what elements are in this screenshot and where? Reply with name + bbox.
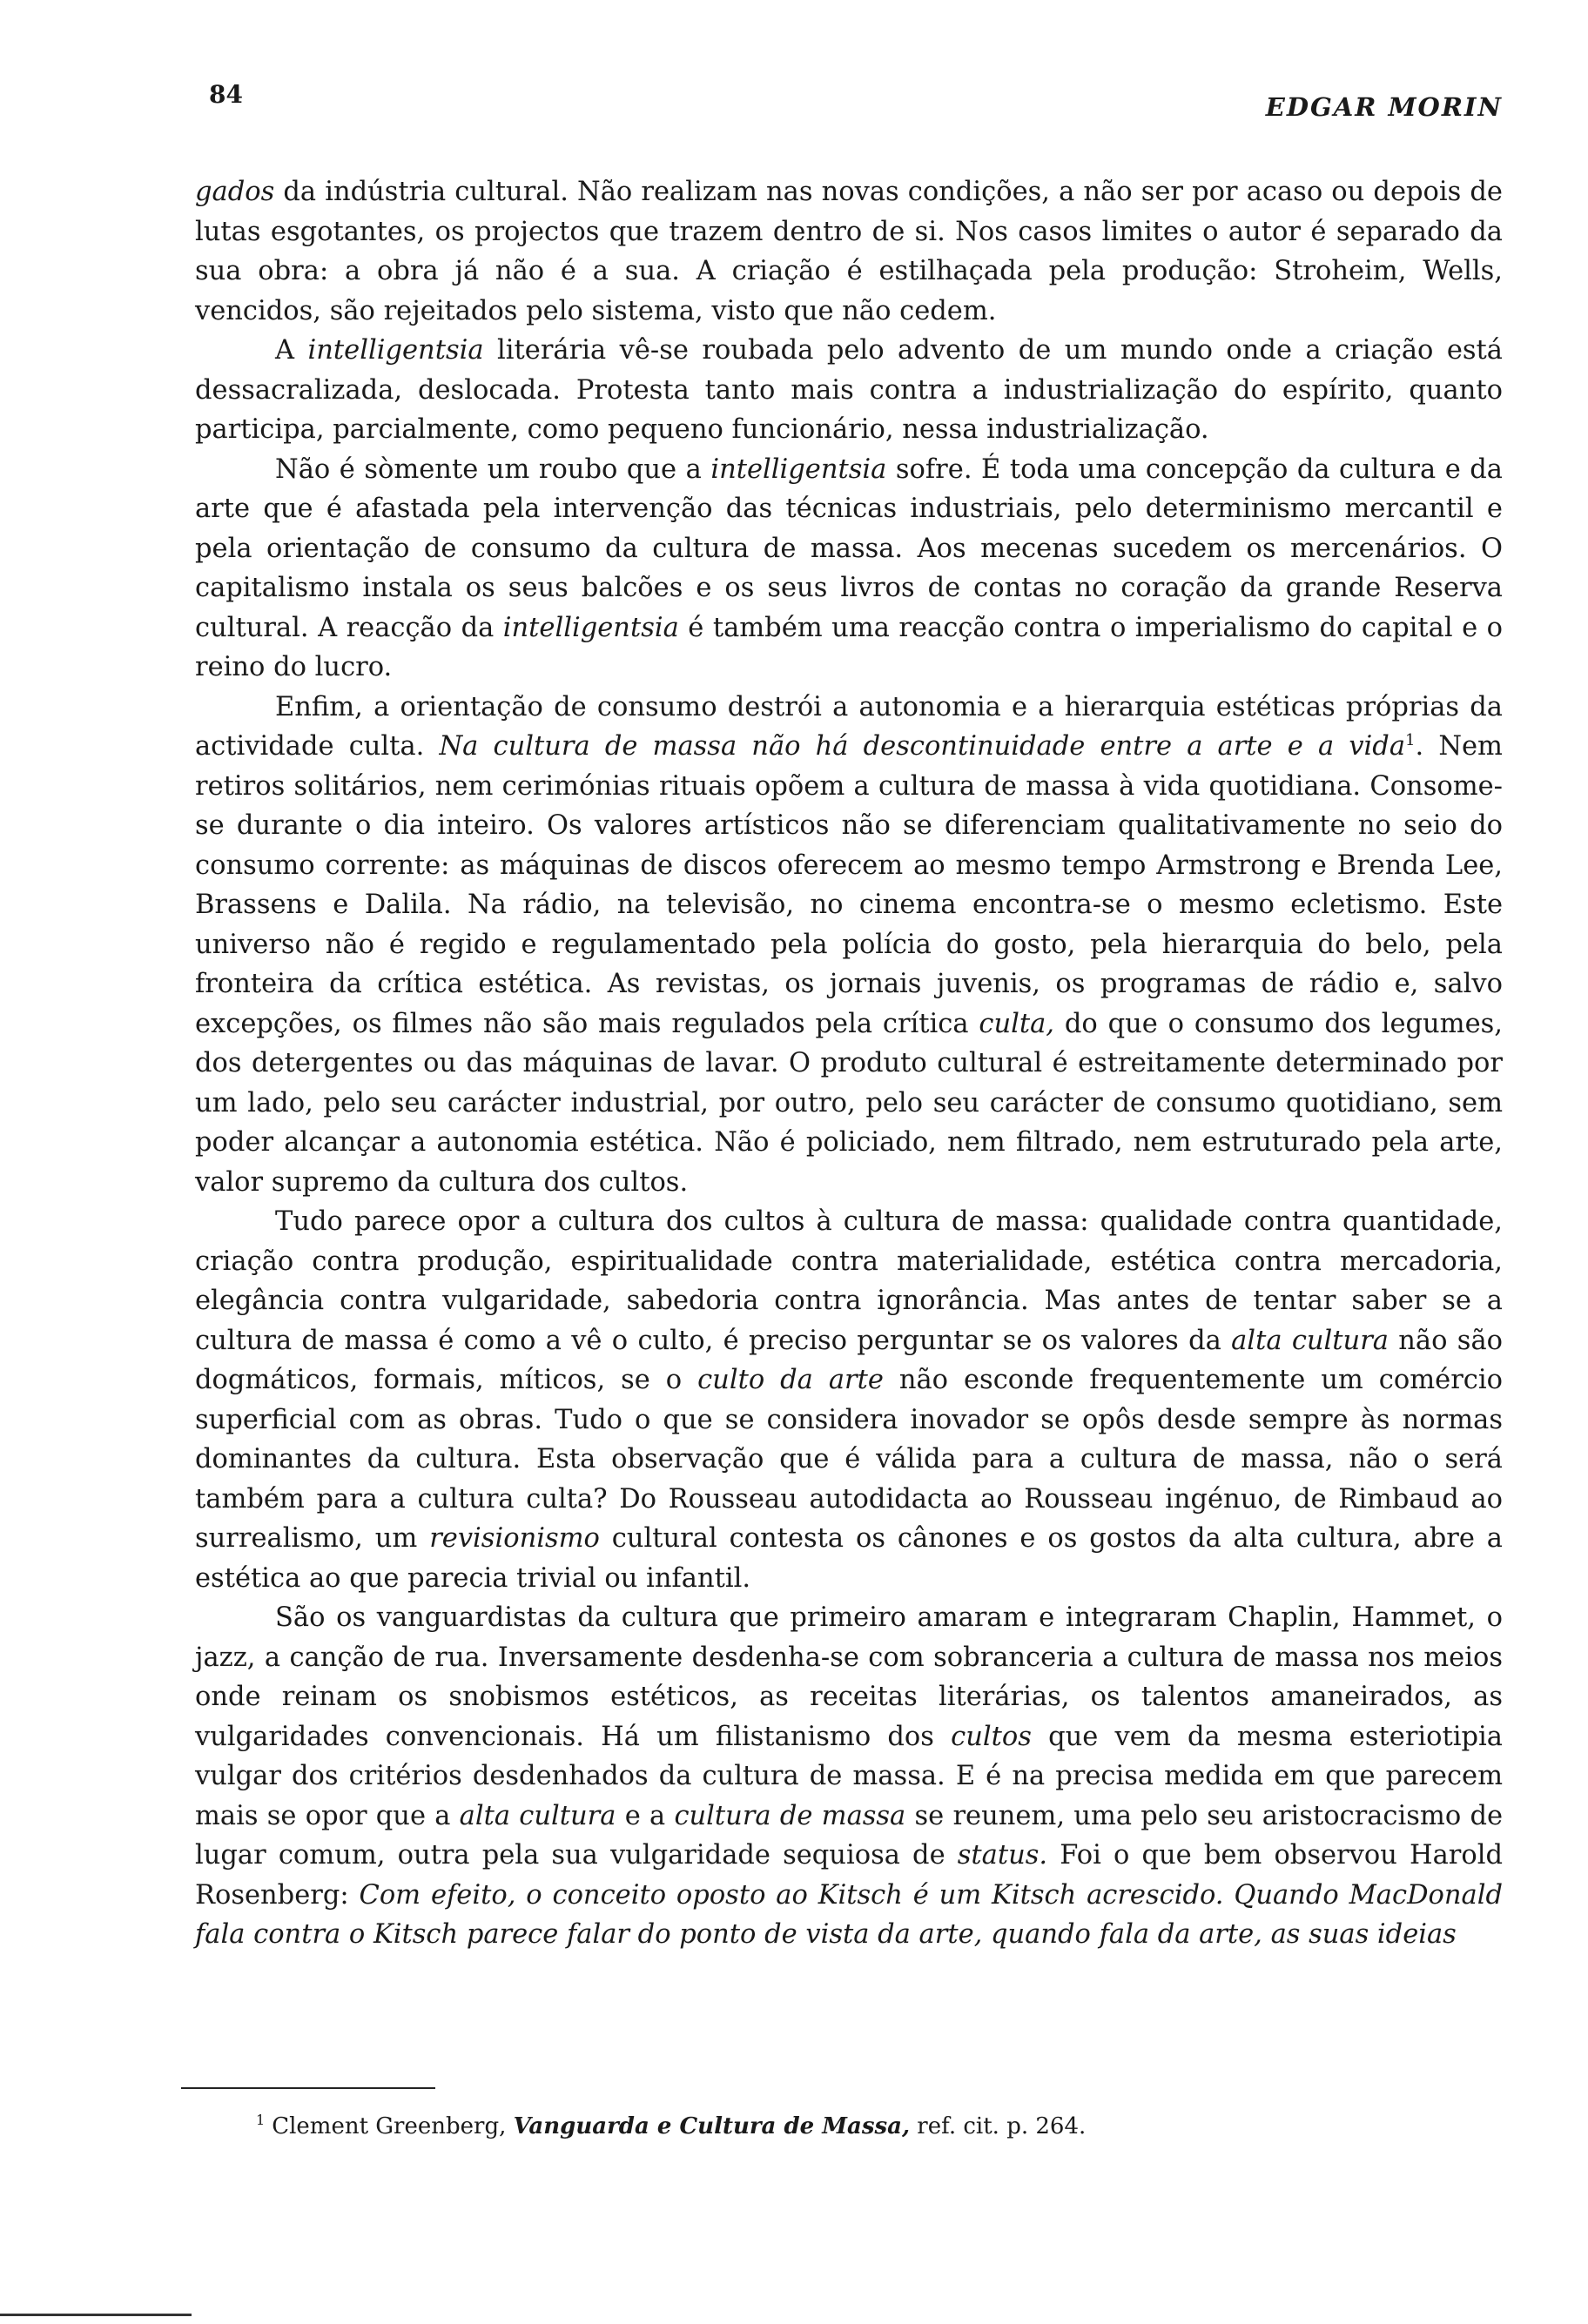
footnote-text-after: ref. cit. p. 264. bbox=[910, 2113, 1087, 2139]
footnote-marker: 1 bbox=[256, 2112, 266, 2129]
text-run: A bbox=[275, 335, 308, 366]
paragraph bbox=[195, 1598, 1503, 1955]
text-run: Tudo parece opor a cultura dos cultos à cultura de massa: qualidade contra quantidade, criação contra produção, espiritualidade contra materialidade, estética contra mercadoria, elegância contra vulgaridade, sabedoria contra ignorância. Mas antes de tentar saber se a cultura de massa é como a vê o culto, é preciso perguntar se os valores da bbox=[195, 1206, 1503, 1356]
italic-run: Com efeito, o conceito oposto ao Kitsch é um Kitsch acrescido. Quando MacDonald fala contra o Kitsch parece falar do ponto de vista da arte, quando fala da arte, as suas ideias bbox=[195, 1879, 1503, 1950]
text-run: . Nem retiros solitários, nem cerimónias rituais opõem a cultura de massa à vida quotidiana. Consome-se durante o dia inteiro. Os valores artísticos não se diferenciam qualitativamente no seio do consumo corrente: as máquinas de discos oferecem ao mesmo tempo Armstrong e Brenda Lee, Brassens e Dalila. Na rádio, na televisão, no cinema encontra-se o mesmo ecletismo. Este universo não é regido e regulamentado pela polícia do gosto, pela hierarquia do belo, pela fronteira da crítica estética. As revistas, os jornais juvenis, os programas de rádio e, salvo excepções, os filmes não são mais regulados pela crítica bbox=[195, 731, 1503, 1039]
italic-run: status. bbox=[957, 1840, 1048, 1871]
italic-run: alta cultura bbox=[459, 1800, 616, 1831]
italic-run: culto da arte bbox=[697, 1365, 884, 1395]
text-run: sofre. É toda uma concepção da cultura e da arte que é afastada pela intervenção das técnicas industriais, pelo determinismo mercantil e pela orientação de consumo da cultura de massa. Aos mecenas sucedem os mercenários. O capitalismo instala os seus balcões e os seus livros de contas no coração da grande Reserva cultural. A reacção da bbox=[195, 453, 1503, 643]
italic-run: gados bbox=[195, 177, 275, 207]
footnote-separator bbox=[181, 2087, 435, 2089]
italic-run: intelligentsia bbox=[307, 335, 484, 366]
italic-run: cultos bbox=[951, 1721, 1032, 1752]
text-run: não são dogmáticos, formais, míticos, se o bbox=[195, 1325, 1503, 1395]
text-run: se reunem, uma pelo seu aristocracismo de lugar comum, outra pela sua vulgaridade sequiosa de bbox=[195, 1800, 1504, 1871]
footnote bbox=[256, 2112, 1301, 2141]
text-run: Enfim, a orientação de consumo destrói a autonomia e a hierarquia estéticas próprias da actividade culta. bbox=[195, 691, 1503, 762]
footnote-text-before: Clement Greenberg, bbox=[272, 2113, 514, 2139]
paragraph bbox=[195, 331, 1503, 450]
italic-run: alta cultura bbox=[1231, 1325, 1389, 1356]
italic-run: intelligentsia bbox=[710, 453, 887, 485]
italic-run: Na cultura de massa não há descontinuidade entre a arte e a vida bbox=[439, 731, 1406, 762]
text-run: Foi o que bem observou Harold Rosenberg: bbox=[195, 1840, 1503, 1911]
text-run: da indústria cultural. Não realizam nas novas condições, a não ser por acaso ou depois de lutas esgotantes, os projectos que trazem dentro de si. Nos casos limites o autor é separado da sua obra: a obra já não é a sua. A criação é estilhaçada pela produção: Stroheim, Wells, vencidos, são rejeitados pelo sistema, visto que não cedem. bbox=[195, 177, 1503, 326]
italic-run: intelligentsia bbox=[502, 612, 679, 643]
text-run: é também uma reacção contra o imperialismo do capital e o reino do lucro. bbox=[195, 612, 1503, 682]
body-text bbox=[195, 172, 1503, 1955]
text-run: e a bbox=[616, 1800, 675, 1831]
footnote-reference: 1 bbox=[1405, 730, 1416, 749]
paragraph bbox=[195, 172, 1503, 331]
text-run: cultural contesta os cânones e os gostos da alta cultura, abre a estética ao que parecia trivial ou infantil. bbox=[195, 1523, 1503, 1594]
page-number: 84 bbox=[209, 80, 243, 109]
running-head-author: EDGAR MORIN bbox=[1265, 92, 1503, 122]
paragraph bbox=[195, 1202, 1503, 1598]
paragraph bbox=[195, 688, 1503, 1203]
paragraph bbox=[195, 450, 1503, 688]
text-run: São os vanguardistas da cultura que primeiro amaram e integraram Chaplin, Hammet, o jazz, a canção de rua. Inversamente desdenha-se com sobranceria a cultura de massa nos meios onde reinam os snobismos estéticos, as receitas literárias, os talentos amaneirados, as vulgaridades convencionais. Há um filistanismo dos bbox=[195, 1602, 1503, 1752]
italic-run: revisionismo bbox=[429, 1523, 600, 1554]
text-run: não esconde frequentemente um comércio superficial com as obras. Tudo o que se considera inovador se opôs desde sempre às normas dominantes da cultura. Esta observação que é válida para a cultura de massa, não o será também para a cultura culta? Do Rousseau autodidacta ao Rousseau ingénuo, de Rimbaud ao surrealismo, um bbox=[195, 1365, 1503, 1554]
text-run: literária vê-se roubada pelo advento de um mundo onde a criação está dessacralizada, deslocada. Protesta tanto mais contra a industrialização do espírito, quanto participa, parcialmente, como pequeno funcionário, nessa industrialização. bbox=[195, 335, 1503, 445]
text-run: Não é sòmente um roubo que a bbox=[275, 453, 711, 485]
scan-edge-mark bbox=[0, 2314, 192, 2316]
footnote-title: Vanguarda e Cultura de Massa, bbox=[513, 2113, 911, 2139]
text-run: do que o consumo dos legumes, dos detergentes ou das máquinas de lavar. O produto cultural é estreitamente determinado por um lado, pelo seu carácter industrial, por outro, pelo seu carácter de consumo quotidiano, sem poder alcançar a autonomia estética. Não é policiado, nem filtrado, nem estruturado pela arte, valor supremo da cultura dos cultos. bbox=[195, 1008, 1503, 1198]
italic-run: cultura de massa bbox=[674, 1800, 906, 1831]
text-run: que vem da mesma esteriotipia vulgar dos critérios desdenhados da cultura de massa. E é na precisa medida em que parecem mais se opor que a bbox=[195, 1721, 1503, 1831]
italic-run: culta, bbox=[979, 1008, 1055, 1039]
